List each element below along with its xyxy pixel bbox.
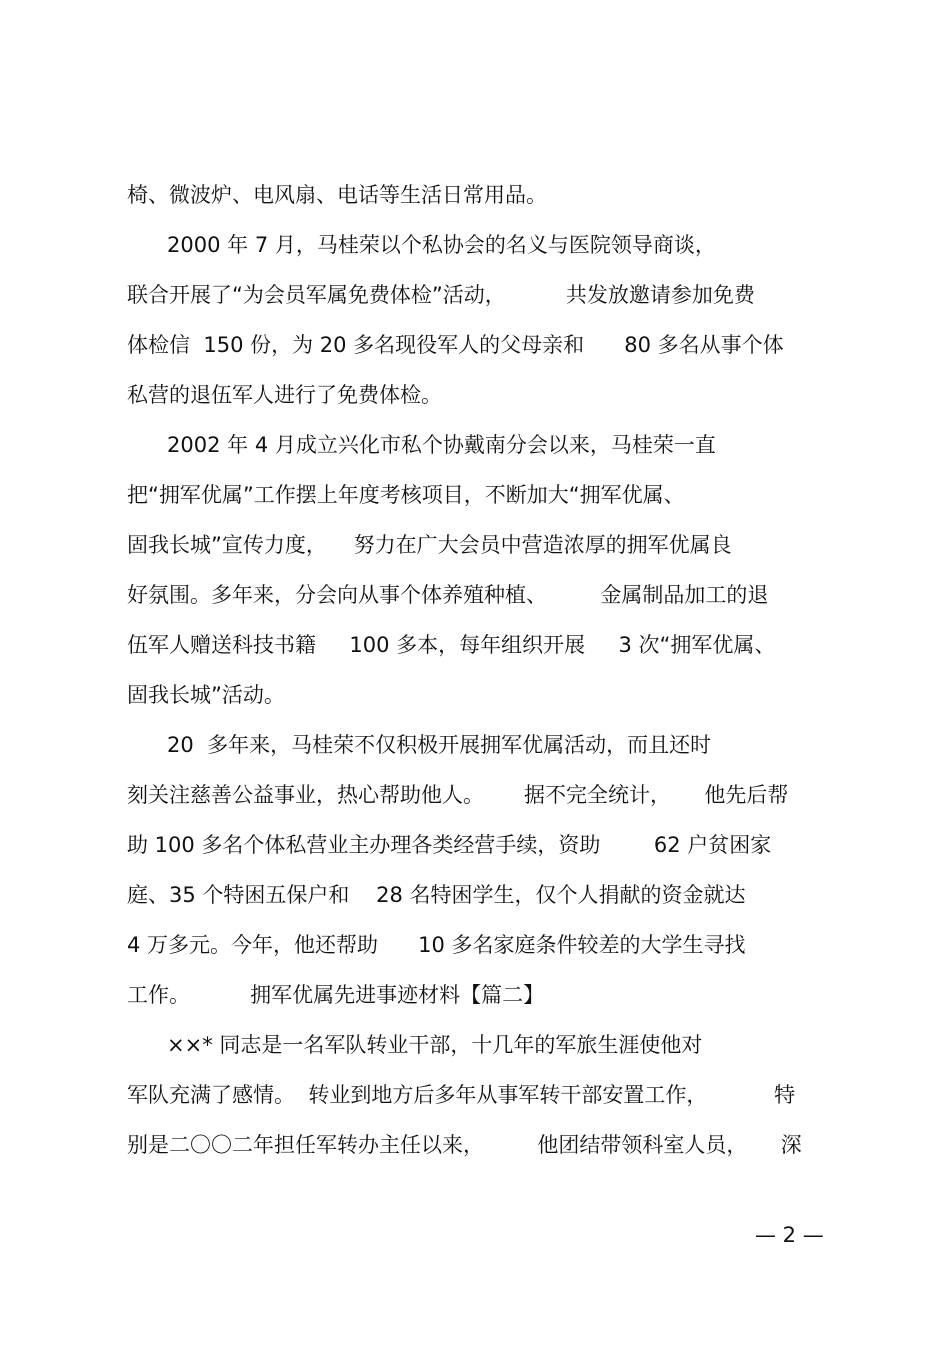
text-line-19: 军队充满了感情。 转业到地方后多年从事军转干部安置工作， 特 xyxy=(127,1083,796,1107)
page-number: — 2 — xyxy=(755,1223,824,1247)
text-line-9: 好氛围。多年来，分会向从事个体养殖种植、 金属制品加工的退 xyxy=(127,583,769,607)
text-line-10: 伍军人赠送科技书籍 100 多本，每年组织开展 3 次“拥军优属、 xyxy=(127,633,776,657)
text-line-16: 4 万多元。今年，他还帮助 10 多名家庭条件较差的大学生寻找 xyxy=(127,933,746,957)
text-line-20: 别是二〇〇二年担任军转办主任以来， 他团结带领科室人员， 深 xyxy=(127,1133,802,1157)
text-line-18: ××* 同志是一名军队转业干部，十几年的军旅生涯使他对 xyxy=(127,1033,703,1057)
text-line-17: 工作。 拥军优属先进事迹材料【篇二】 xyxy=(127,983,545,1007)
text-line-13: 刻关注慈善公益事业，热心帮助他人。 据不完全统计， 他先后帮 xyxy=(127,783,789,807)
text-line-7: 把“拥军优属”工作摆上年度考核项目，不断加大“拥军优属、 xyxy=(127,483,685,507)
text-line-5: 私营的退伍军人进行了免费体检。 xyxy=(127,383,442,407)
text-line-6: 2002 年 4 月成立兴化市私个协戴南分会以来，马桂荣一直 xyxy=(127,433,716,457)
text-line-15: 庭、35 个特困五保户和 28 名特困学生，仅个人捐献的资金就达 xyxy=(127,883,746,907)
text-line-14: 助 100 多名个体私营业主办理各类经营手续，资助 62 户贫困家 xyxy=(127,833,772,857)
text-line-8: 固我长城”宣传力度， 努力在广大会员中营造浓厚的拥军优属良 xyxy=(127,533,732,557)
text-line-3: 联合开展了“为会员军属免费体检”活动， 共发放邀请参加免费 xyxy=(127,283,755,307)
text-line-12: 20 多年来，马桂荣不仅积极开展拥军优属活动，而且还时 xyxy=(127,733,712,757)
text-line-4: 体检信 150 份，为 20 多名现役军人的父母亲和 80 多名从事个体 xyxy=(127,333,784,357)
text-line-11: 固我长城”活动。 xyxy=(127,683,285,707)
text-line-1: 椅、微波炉、电风扇、电话等生活日常用品。 xyxy=(127,183,547,207)
text-line-2: 2000 年 7 月，马桂荣以个私协会的名义与医院领导商谈， xyxy=(127,233,716,257)
